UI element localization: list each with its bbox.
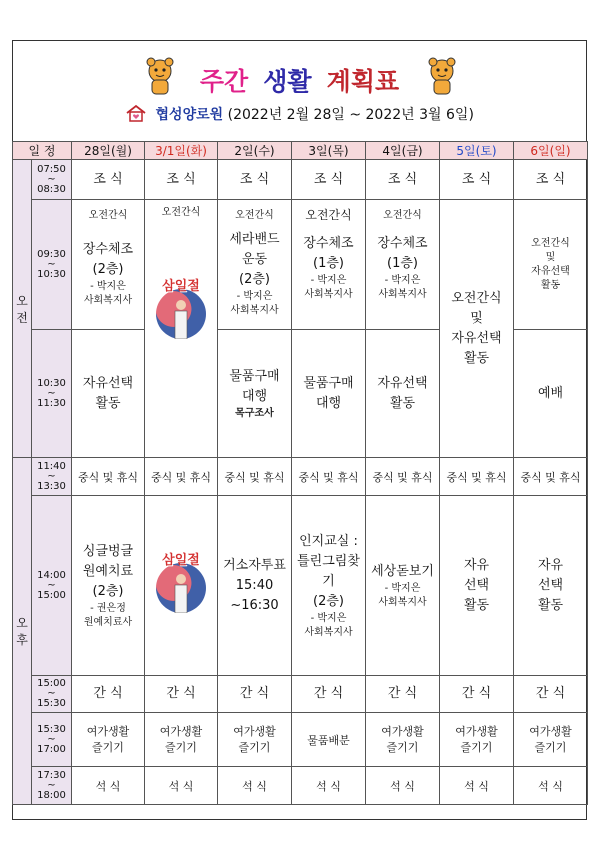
dinner-cell: 석 식 [72, 767, 145, 805]
title-part: 주간 [199, 67, 249, 96]
program-name: 물품구매 대행 [229, 368, 280, 404]
program-cell [366, 200, 440, 330]
table-row [13, 200, 588, 330]
program-cell [366, 496, 440, 676]
program-cell [292, 200, 366, 330]
time-cell: 15:00 ~ 15:30 [32, 676, 72, 713]
day-header: 4일(금) [366, 142, 440, 160]
pm-label: 오 후 [13, 458, 32, 805]
samiljeol-stamp-icon [153, 549, 209, 619]
program-name: 인지교실 : 틀린그림찾기 (2층) [297, 533, 360, 609]
program-cell: 오전간식 및 자유선택 활동 [514, 200, 588, 330]
breakfast-cell: 조 식 [218, 160, 292, 200]
holiday-word: 삼일절 [162, 553, 200, 568]
table-row [13, 713, 588, 767]
day-header: 6일(일) [514, 142, 588, 160]
program-note: 목구조사 [235, 407, 274, 419]
breakfast-cell: 조 식 [440, 160, 514, 200]
staff-name: - 권은정 원예치료사 [83, 602, 133, 628]
program-name: 세라밴드 운동 (2층) [229, 231, 280, 287]
program-name: 장수체조 (1층) [303, 235, 354, 271]
samiljeol-stamp-icon [153, 275, 209, 345]
program-cell: 예배 [514, 330, 588, 458]
staff-name: - 박지은 사회복지사 [378, 274, 427, 300]
snack-label: 오전간식 [383, 210, 422, 221]
program-name: 장수체조 (2층) [82, 241, 134, 277]
lunch-cell: 중식 및 휴식 [218, 458, 292, 496]
table-row [13, 676, 588, 713]
page-title [12, 62, 587, 98]
snack-label: 오전간식 [235, 210, 274, 221]
time-cell: 09:30 ~ 10:30 [32, 200, 72, 330]
staff-name: - 박지은 사회복지사 [304, 274, 353, 300]
leisure-cell: 여가생활 즐기기 [366, 713, 440, 767]
day-header: 5일(토) [440, 142, 514, 160]
table-row [13, 767, 588, 805]
program-cell [218, 330, 292, 458]
breakfast-cell: 조 식 [145, 160, 218, 200]
time-cell: 14:00 ~ 15:00 [32, 496, 72, 676]
table-row [13, 496, 588, 676]
dinner-cell: 석 식 [514, 767, 588, 805]
lunch-cell: 중식 및 휴식 [145, 458, 218, 496]
schedule-table [12, 141, 588, 805]
title-part: 계획표 [326, 67, 400, 96]
lunch-cell: 중식 및 휴식 [366, 458, 440, 496]
staff-name: - 박지은 사회복지사 [378, 582, 427, 608]
program-cell: 물품구매 대행 [292, 330, 366, 458]
snack-cell: 간 식 [366, 676, 440, 713]
staff-name: - 박지은 사회복지사 [304, 612, 353, 638]
program-cell [292, 496, 366, 676]
time-cell: 11:40 ~ 13:30 [32, 458, 72, 496]
program-cell: 거소자투표 15:40 ~16:30 [218, 496, 292, 676]
breakfast-cell: 조 식 [292, 160, 366, 200]
snack-cell: 간 식 [514, 676, 588, 713]
program-cell: 자유선택 활동 [72, 330, 145, 458]
snack-cell: 간 식 [292, 676, 366, 713]
breakfast-cell: 조 식 [366, 160, 440, 200]
subtitle [12, 104, 587, 124]
table-row [13, 160, 588, 200]
snack-label: 오전간식 [88, 210, 128, 221]
holiday-cell [145, 200, 218, 458]
snack-cell: 간 식 [145, 676, 218, 713]
leisure-cell: 여가생활 즐기기 [72, 713, 145, 767]
leisure-cell: 여가생활 즐기기 [440, 713, 514, 767]
snack-cell: 간 식 [218, 676, 292, 713]
program-name: 세상돋보기 [371, 563, 434, 579]
dinner-cell: 석 식 [145, 767, 218, 805]
program-cell: 오전간식 및 자유선택 활동 [440, 200, 514, 458]
schedule-header: 일 정 [13, 142, 72, 160]
staff-name: - 박지은 사회복지사 [230, 290, 279, 316]
date-range: (2022년 2월 28일 ~ 2022년 3월 6일) [227, 107, 474, 123]
lunch-cell: 중식 및 휴식 [72, 458, 145, 496]
holiday-cell [145, 496, 218, 676]
time-cell: 15:30 ~ 17:00 [32, 713, 72, 767]
leisure-cell: 여가생활 즐기기 [145, 713, 218, 767]
program-cell: 자유선택 활동 [366, 330, 440, 458]
dinner-cell: 석 식 [218, 767, 292, 805]
program-cell [72, 200, 145, 330]
day-header: 3일(목) [292, 142, 366, 160]
lunch-cell: 중식 및 휴식 [440, 458, 514, 496]
holiday-word: 삼일절 [162, 279, 200, 294]
day-header: 28일(월) [72, 142, 145, 160]
lunch-cell: 중식 및 휴식 [292, 458, 366, 496]
leisure-cell: 여가생활 즐기기 [218, 713, 292, 767]
dinner-cell: 석 식 [366, 767, 440, 805]
program-name: 싱글벙글 원예치료 (2층) [82, 543, 134, 599]
time-cell: 07:50 ~ 08:30 [32, 160, 72, 200]
time-cell: 17:30 ~ 18:00 [32, 767, 72, 805]
program-cell [72, 496, 145, 676]
lunch-cell: 중식 및 휴식 [514, 458, 588, 496]
table-row [13, 458, 588, 496]
program-cell [218, 200, 292, 330]
snack-label: 오전간식 [305, 208, 352, 222]
snack-cell: 간 식 [72, 676, 145, 713]
dinner-cell: 석 식 [292, 767, 366, 805]
table-head-row [13, 142, 588, 160]
snack-cell: 간 식 [440, 676, 514, 713]
supply-cell: 물품배분 [292, 713, 366, 767]
am-label: 오 전 [13, 160, 32, 458]
time-cell: 10:30 ~ 11:30 [32, 330, 72, 458]
day-header: 2일(수) [218, 142, 292, 160]
program-name: 장수체조 (1층) [377, 235, 428, 271]
header [12, 40, 587, 135]
org-name: 협성양로원 [155, 107, 224, 123]
program-cell: 자유 선택 활동 [514, 496, 588, 676]
title-part: 생활 [263, 67, 312, 96]
leisure-cell: 여가생활 즐기기 [514, 713, 588, 767]
program-cell: 자유 선택 활동 [440, 496, 514, 676]
breakfast-cell: 조 식 [72, 160, 145, 200]
breakfast-cell: 조 식 [514, 160, 588, 200]
day-header: 3/1일(화) [145, 142, 218, 160]
snack-label: 오전간식 [161, 207, 201, 218]
house-heart-icon [125, 104, 147, 122]
staff-name: - 박지은 사회복지사 [83, 280, 133, 306]
dinner-cell: 석 식 [440, 767, 514, 805]
